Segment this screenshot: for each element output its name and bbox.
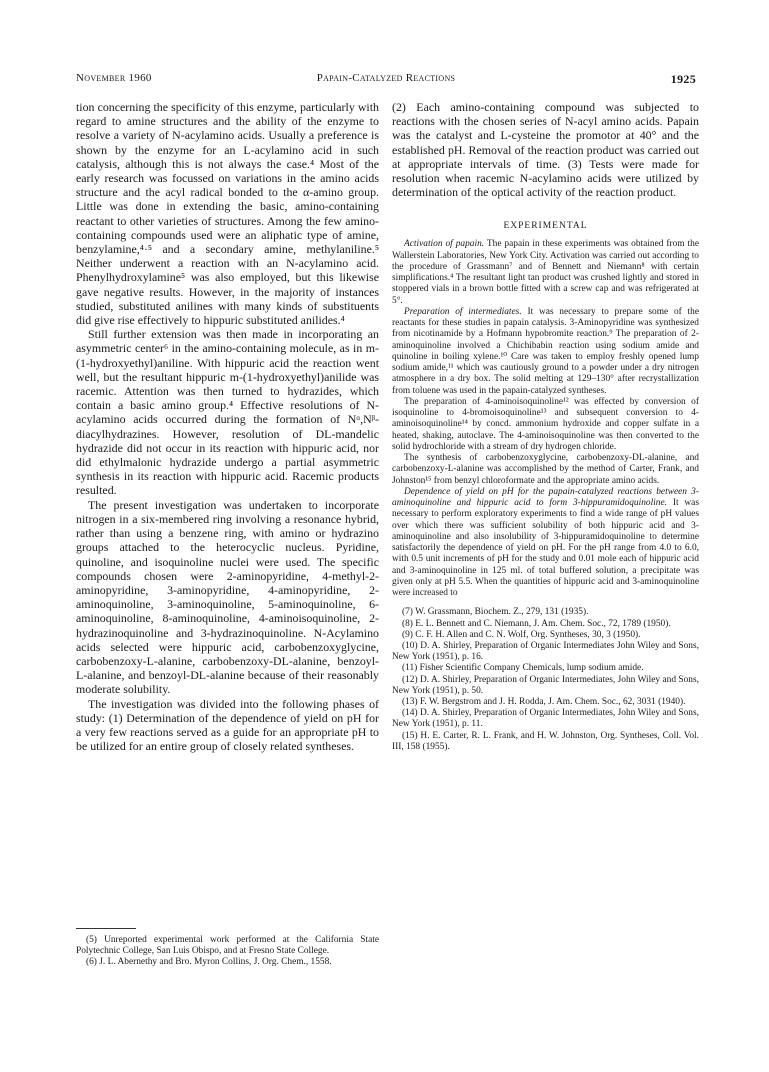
footnote: (5) Unreported experimental work performed at the California State Polytechnic College, San Luis Obispo, and at Fresno State College. [76, 935, 379, 957]
paragraph: tion concerning the specificity of this enzyme, particularly with regard to amine structures and the ability of the enzyme to resolve a variety of N-acylamino acids. Usually a preference is shown by the enzyme for an L-acylamino acid in such catalysis, although this is not always the case.⁴ Most of the early research was focussed on variations in the amino acids structure and the acyl radical bonded to the α-amino group. Little was done in extending the basic, amino-containing reactant to other varieties of structures. Among the few amino-containing compounds used were an aliphatic type of amine, benzylamine,⁴·⁵ and a secondary amine, methylaniline.⁵ Neither underwent a reaction with an N-acylamino acid. Phenylhydroxylamine⁵ was also employed, but this likewise gave negative results. However, in the majority of instances studied, substituted anilines with many kinds of substituents did give rise effectively to hippuric substituted anilides.⁴ [76, 100, 379, 328]
header-title: Papain-Catalyzed Reactions [316, 72, 456, 84]
left-footnotes [76, 928, 379, 969]
header-date: November 1960 [76, 72, 152, 84]
paragraph-lead: Activation of papain. [404, 239, 485, 250]
paragraph-lead: Preparation of intermediates. [404, 306, 522, 317]
reference: (12) D. A. Shirley, Preparation of Organic Intermediates, John Wiley and Sons, New York (1951), p. 50. [392, 674, 699, 696]
reference: (9) C. F. H. Allen and C. N. Wolf, Org. Syntheses, 30, 3 (1950). [402, 629, 641, 640]
reference: (10) D. A. Shirley, Preparation of Organic Intermediates John Wiley and Sons, New York (1951), p. 16. [392, 641, 699, 663]
reference: (11) Fisher Scientific Company Chemicals, lump sodium amide. [402, 663, 644, 674]
paragraph-text: The papain in these experiments was obtained from the Wallerstein Laboratories, New York City. Activation was carried out according to the procedure of Grassmann⁷ and of Bennett and Niemann⁸ with certain simplifications.⁴ The resultant light tan product was crushed lightly and stored in stoppered vials in a brown bottle fitted with a screw cap and was refrigerated at 5°. [392, 239, 699, 306]
paragraph: The present investigation was undertaken to incorporate nitrogen in a six-membered ring involving a resonance hybrid, rather than using a benzene ring, with amino or hydrazino groups attached to the heterocyclic nucleus. Pyridine, quinoline, and isoquinoline nuclei were used. The specific compounds chosen were 2-aminopyridine, 4-methyl-2-aminopyridine, 3-aminopyridine, 4-aminopyridine, 2-aminoquinoline, 3-aminoquinoline, 5-aminoquinoline, 6-aminoquinoline, 8-aminoquinoline, 4-aminoisoquinoline, 2-hydrazinoquinoline and 3-hydrazinoquinoline. N-Acylamino acids selected were hippuric acid, carbobenzoxyglycine, carbobenzoxy-L-alanine, carbobenzoxy-DL-alanine, benzoyl-L-alanine, and benzoyl-DL-alanine because of their reasonably moderate solubility. [76, 497, 379, 697]
footnote-rule [76, 928, 136, 929]
references [392, 607, 699, 753]
experimental-paragraph [392, 397, 699, 453]
paragraph-lead: Dependence of yield on pH for the papain-catalyzed reactions between 3-aminoquinoline and hippuric acid to form 3-hippuramidoquinoline. [392, 486, 699, 509]
page-number: 1925 [670, 72, 696, 86]
paragraph: The investigation was divided into the following phases of study: (1) Determination of the dependence of yield on pH for a very few reactions served as a guide for an appropriate pH to be utilized for an entire group of closely related syntheses. [76, 696, 379, 754]
experimental-paragraph [392, 453, 699, 487]
reference: (14) D. A. Shirley, Preparation of Organic Intermediates, John Wiley and Sons, New York (1951), p. 11. [392, 708, 699, 730]
experimental-section [392, 239, 699, 599]
experimental-paragraph [392, 487, 699, 600]
running-head [76, 72, 696, 86]
experimental-paragraph [392, 307, 699, 397]
right-column [392, 100, 699, 753]
reference: (13) F. W. Bergstrom and J. H. Rodda, J. Am. Chem. Soc., 62, 3031 (1940). [402, 697, 686, 708]
reference: (7) W. Grassmann, Biochem. Z., 279, 131 (1935). [402, 607, 589, 618]
paragraph-text: It was necessary to prepare some of the reactants for these studies in papain catalysis. 3-Aminopyridine was synthesized from nicotinamide by a Hofmann hypobromite reaction.⁹ The preparation of 2-aminoquinoline involved a Chichibabin reaction using sodium amide and quinoline in boiling xylene.¹⁰ Care was taken to employ freshly opened lump sodium amide,¹¹ which was cautiously ground to a powder under a dry nitrogen atmosphere in a dry box. The solid melting at 129–130° after recrystallization from toluene was used in the papain-catalyzed syntheses. [392, 306, 699, 396]
paragraph: (2) Each amino-containing compound was subjected to reactions with the chosen series of N-acyl amino acids. Papain was the catalyst and L-cysteine the promotor at 40° and the established pH. Removal of the reaction product was carried out at appropriate intervals of time. (3) Tests were made for resolution when racemic N-acylamino acids were utilized by determination of the optical activity of the reaction product. [392, 100, 699, 200]
footnote: (6) J. L. Abernethy and Bro. Myron Collins, J. Org. Chem., 1558. [86, 957, 332, 968]
experimental-paragraph [392, 239, 699, 307]
paragraph-text: The preparation of 4-aminoisoquinoline¹² was effected by conversion of isoquinoline to 4-bromoisoquinoline¹³ and subsequent conversion to 4-aminoisoquinoline¹⁴ by concd. ammonium hydroxide and copper sulfate in a heated, shaking, autoclave. The 4-aminoisoquinoline was then converted to the solid hydrochloride with a stream of dry hydrogen chloride. [392, 396, 699, 452]
left-column [76, 100, 379, 753]
section-heading: EXPERIMENTAL [503, 221, 588, 232]
paragraph: Still further extension was then made in incorporating an asymmetric center⁶ in the amino-containing molecule, as in m-(1-hydroxyethyl)aniline. With hippuric acid the reaction went well, but the resultant hippuric m-(1-hydroxyethyl)anilide was racemic. Attention was then turned to hydrazides, which contain a basic amino group.⁴ Effective resolutions of N-acylamino acids occurred during the formation of Nᵅ,Nᵝ-diacylhydrazines. However, resolution of DL-mandelic hydrazide did not occur in its reaction with hippuric acid, nor did ethylmalonic hydrazide undergo a partial asymmetric synthesis in its reaction with hippuric acid. Racemic products resulted. [76, 327, 379, 498]
paragraph-text: It was necessary to perform exploratory experiments to find a wide range of pH values over which there was sufficient solubility of both hippuric acid and 3-aminoquinoline and also insolubility of 3-hippuramidoquinoline to determine satisfactorily the dependence of yield on pH. For the pH range from 4.0 to 6.0, with 0.5 unit increments of pH for the study and 0.01 mole each of hippuric acid and 3-aminoquinoline in 125 ml. of total buffered solution, a precipitate was given only at pH 5.5. When the quantities of hippuric acid and 3-aminoquinoline were increased to [392, 498, 699, 599]
reference: (8) E. L. Bennett and C. Niemann, J. Am. Chem. Soc., 72, 1789 (1950). [402, 618, 671, 629]
reference: (15) H. E. Carter, R. L. Frank, and H. W. Johnston, Org. Syntheses, Coll. Vol. III, 158 (1955). [392, 730, 699, 752]
paragraph-text: The synthesis of carbobenzoxyglycine, carbobenzoxy-DL-alanine, and carbobenzoxy-L-alanine was accomplished by the method of Carter, Frank, and Johnston¹⁵ from benzyl chloroformate and the appropriate amino acids. [392, 453, 699, 486]
